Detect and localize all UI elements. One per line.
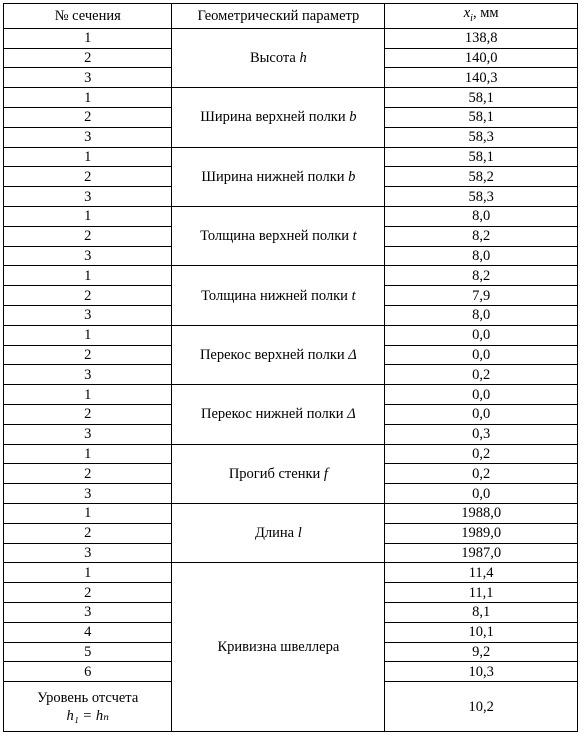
parameter-label: Перекос нижней полки	[201, 406, 348, 423]
value-cell: 1987,0	[385, 543, 578, 563]
parameter-name-cell	[172, 504, 385, 563]
table-row	[4, 28, 578, 48]
value-cell: 9,2	[385, 642, 578, 662]
parameter-symbol: Δ	[348, 347, 357, 364]
parameter-name-cell	[172, 385, 385, 444]
parameter-name-cell	[172, 563, 385, 732]
reference-value: 10,2	[385, 682, 578, 732]
parameter-name-cell	[172, 325, 385, 384]
value-cell: 8,1	[385, 603, 578, 623]
section-no-cell: 4	[4, 622, 172, 642]
section-no-cell: 2	[4, 108, 172, 128]
parameter-symbol: f	[323, 465, 328, 482]
value-cell: 1988,0	[385, 504, 578, 524]
value-cell: 8,2	[385, 226, 578, 246]
table-body	[4, 28, 578, 731]
value-cell: 0,0	[385, 484, 578, 504]
value-cell: 1989,0	[385, 523, 578, 543]
value-cell: 0,0	[385, 325, 578, 345]
section-no-cell: 1	[4, 88, 172, 108]
section-no-cell: 3	[4, 246, 172, 266]
section-no-cell: 3	[4, 187, 172, 207]
section-no-cell: 2	[4, 48, 172, 68]
table-row	[4, 444, 578, 464]
value-cell: 58,2	[385, 167, 578, 187]
parameter-label: Прогиб стенки	[228, 465, 324, 482]
section-no-cell: 1	[4, 444, 172, 464]
reference-formula: h₁ = hₙ	[66, 707, 109, 724]
table-row	[4, 207, 578, 227]
value-cell: 58,3	[385, 127, 578, 147]
value-cell: 8,0	[385, 207, 578, 227]
table-row	[4, 266, 578, 286]
section-no-cell: 6	[4, 662, 172, 682]
section-no-cell: 2	[4, 405, 172, 425]
value-cell: 7,9	[385, 286, 578, 306]
parameter-symbol: b	[348, 168, 356, 185]
parameter-label: Толщина нижней полки	[201, 287, 352, 304]
section-no-cell: 3	[4, 365, 172, 385]
value-cell: 8,0	[385, 246, 578, 266]
parameter-symbol: l	[297, 525, 302, 542]
table-row	[4, 325, 578, 345]
section-no-cell: 1	[4, 28, 172, 48]
reference-label: Уровень отсчета	[37, 689, 139, 706]
value-cell: 8,2	[385, 266, 578, 286]
value-cell: 0,2	[385, 444, 578, 464]
parameter-name-cell	[172, 88, 385, 147]
value-cell: 58,1	[385, 88, 578, 108]
section-no-cell: 5	[4, 642, 172, 662]
value-cell: 58,3	[385, 187, 578, 207]
value-cell: 140,3	[385, 68, 578, 88]
parameter-label: Высота	[250, 50, 300, 67]
parameter-label: Толщина верхней полки	[200, 228, 353, 245]
value-cell: 58,1	[385, 108, 578, 128]
parameter-symbol: b	[349, 109, 357, 126]
parameter-symbol: t	[351, 287, 356, 304]
value-cell: 8,0	[385, 306, 578, 326]
header-value-unit: , мм	[472, 5, 499, 21]
header-row	[4, 4, 578, 29]
value-cell: 0,0	[385, 345, 578, 365]
value-cell: 138,8	[385, 28, 578, 48]
reference-label-cell	[4, 682, 172, 732]
parameter-name-cell	[172, 266, 385, 325]
section-no-cell: 1	[4, 266, 172, 286]
table-row	[4, 385, 578, 405]
parameter-label: Ширина верхней полки	[200, 109, 350, 126]
value-cell: 0,3	[385, 424, 578, 444]
value-cell: 0,2	[385, 464, 578, 484]
section-no-cell: 2	[4, 583, 172, 603]
header-value-sub: i	[470, 12, 473, 24]
section-no-cell: 1	[4, 207, 172, 227]
parameter-name-cell	[172, 147, 385, 206]
table-row	[4, 88, 578, 108]
section-no-cell: 3	[4, 424, 172, 444]
value-cell: 10,3	[385, 662, 578, 682]
section-no-cell: 2	[4, 226, 172, 246]
value-cell: 0,0	[385, 405, 578, 425]
section-no-cell: 2	[4, 167, 172, 187]
table-row	[4, 563, 578, 583]
section-no-cell: 2	[4, 464, 172, 484]
parameter-label: Ширина нижней полки	[201, 168, 349, 185]
parameter-label: Кривизна швеллера	[217, 639, 340, 656]
parameter-name-cell	[172, 444, 385, 503]
section-no-cell: 2	[4, 345, 172, 365]
section-no-cell: 3	[4, 127, 172, 147]
section-no-cell: 1	[4, 325, 172, 345]
parameter-label: Длина	[255, 525, 298, 542]
value-cell: 140,0	[385, 48, 578, 68]
parameter-label: Перекос верхней полки	[199, 347, 349, 364]
value-cell: 11,1	[385, 583, 578, 603]
header-value-var: x	[463, 5, 471, 21]
section-no-cell: 3	[4, 68, 172, 88]
section-no-cell: 1	[4, 147, 172, 167]
value-cell: 0,2	[385, 365, 578, 385]
section-no-cell: 3	[4, 306, 172, 326]
parameter-name-cell	[172, 207, 385, 266]
table-row	[4, 147, 578, 167]
value-cell: 0,0	[385, 385, 578, 405]
section-no-cell: 3	[4, 543, 172, 563]
parameters-table	[3, 3, 578, 732]
value-cell: 11,4	[385, 563, 578, 583]
section-no-cell: 1	[4, 563, 172, 583]
section-no-cell: 1	[4, 504, 172, 524]
section-no-cell: 2	[4, 523, 172, 543]
section-no-cell: 1	[4, 385, 172, 405]
parameter-symbol: t	[352, 228, 357, 245]
parameter-symbol: h	[299, 50, 307, 67]
section-no-cell: 3	[4, 603, 172, 623]
table-row	[4, 504, 578, 524]
parameter-symbol: Δ	[347, 406, 356, 423]
value-cell: 10,1	[385, 622, 578, 642]
header-parameter: Геометрический параметр	[172, 4, 385, 29]
header-value	[385, 4, 578, 29]
header-section-no: № сечения	[4, 4, 172, 29]
section-no-cell: 2	[4, 286, 172, 306]
section-no-cell: 3	[4, 484, 172, 504]
parameter-name-cell	[172, 28, 385, 87]
value-cell: 58,1	[385, 147, 578, 167]
